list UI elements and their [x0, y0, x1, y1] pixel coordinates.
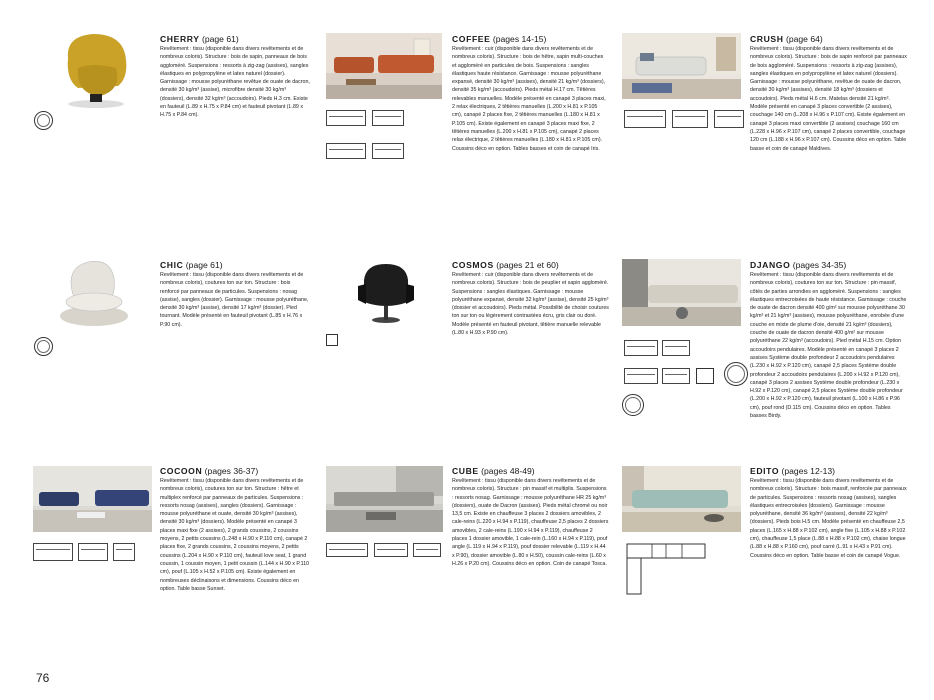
crush-photo — [622, 33, 741, 99]
armchair-diagram — [326, 334, 338, 346]
crush-diagram-1 — [624, 110, 666, 128]
cube-diagram-3 — [413, 543, 441, 557]
django-description: Revêtement : tissu (disponible dans divers revêtements et de nombreux coloris), coutures ton sur ton. Structure : pin massif, côtés de parties arrondies en aggloméré. Suspensions : sangles élastiques entrecroisées de haute résistance. Garnissage : couche de ouate de dacron densité 400 g/m² sur mousse polyuréthane 30 kg/m³ et 21 kg/m³ (assises), mousse polyuréthane, enrobée d'une couche en mixte de plume d'oie, densité 21 kg/m³ (dossiers), couche de ouate de dacron densité 400 g/m² sur mousse polyuréthane 22 kg/m³ (accoudoirs). Pied métal H.15 cm. Option accoudoirs pendulaires. Modèle présenté en canapé 3 places 2 assises Système double profondeur 2 accoudoirs pendulaires (L.230 x H.92 x P.120 cm), canapé 2,5 places Système double profondeur 2 accoudoirs pendulaires (L.200 x H.92 x P.120 cm), canapé 3 places 2 assises Système double profondeur (L.230 x H.92 x P.120 cm), canapé 2,5 places Système double profondeur (L.200 x H.92 x P.120 cm), fauteuil pivotant (L.100 x H.86 x P.96 cm), pouf rond (D.115 cm). Coussins déco en option. Tables basses Birdy. — [750, 272, 907, 420]
edito-title: EDITO (pages 12-13) — [750, 466, 836, 476]
round-pouf-icon — [724, 362, 748, 386]
coffee-diagram-1 — [326, 110, 366, 126]
coffee-diagram-3 — [326, 143, 366, 159]
cosmos-description: Revêtement : cuir (disponible dans divers revêtements et de nombreux coloris). Structure : bois de peuplier et sapin aggloméré. Suspensions : sangles élastiques. Garnissage : mousse polyuréthane expansé, densité 32 kg/m³ (assise), densité 25 kg/m³ (dossier et accoudoirs). Pieds métal. Possibilité de choisir coutures ton sur ton ou légèrement contrastées écru, gris clair ou doré. Modèle présenté en fauteuil pivotant, têtière manuelle relevable (L.80 x H.93 x P.90 cm). — [452, 272, 609, 337]
crush-diagram-3 — [714, 110, 744, 128]
cocoon-diagram-1 — [33, 543, 73, 561]
cube-title: CUBE (pages 48-49) — [452, 466, 535, 476]
cocoon-diagram-2 — [78, 543, 108, 561]
coffee-photo — [326, 33, 442, 99]
cube-diagram-1 — [326, 543, 368, 557]
cube-photo — [326, 466, 443, 532]
crush-description: Revêtement : tissu (disponible dans divers revêtements et de nombreux coloris). Structure : bois de sapin renforcé par panneaux de bois aggloméré. Suspensions : ressorts à zig-zag (assises), sangles élastiques en polypropylène et latex naturel (dossiers). Garnissage : mousse polyuréthane, revêtue de ouate de dacron, densité 30 kg/m³ (assises), densité 18 kg/m³ (dossiers et accoudoirs). Pieds métal H.6 cm. Matelas densité 21 kg/m³. Modèle présenté en canapé 3 places convertible (2 assises), couchage 140 cm (L.208 x H.96 x P.107 cm). Existe également en canapé 3 places maxi convertible (2 assises) couchage 160 cm (L.228 x H.96 x P.107 cm), canapé 2 places convertible, couchage 120 cm (L.188 x H.96 x P.107 cm). Coussins déco en option. Table basse et coin de canapé Maldives. — [750, 46, 907, 152]
swivel-icon — [34, 111, 53, 130]
cocoon-description: Revêtement : tissu (disponible dans divers revêtements et de nombreux coloris), coutures ton sur ton. Structure : hêtre et multiplex renforcé par panneaux de particules. Suspensions : ressorts nosag (assises), sangles (dossiers). Garnissage : mousse polyuréthane et ouate, densité 30 kg/m³ (assises), densité 30 kg/m³ (dossiers). Modèle présenté en canapé 3 places maxi fixe (2 assises), 2 grands coussins, 2 coussins moyens, 2 petits coussins (L.248 x H.90 x P.110 cm), canapé 2 places fixe, 2 grands coussins, 2 coussins moyens, 2 petits coussins (L.204 x H.90 x P.110 cm), fauteuil love seat, 1 grand coussin, 1 coussin moyen, 1 petit coussin (L.144 x H.90 x P.110 cm), pouf (L.105 x H.52 x P.105 cm). Existe également en nombreuses déclinaisons et dimensions. Coussins déco en option. Table basse Sunset. — [160, 478, 310, 592]
edito-corner-diagram — [626, 543, 706, 595]
django-diagram-4 — [662, 368, 690, 384]
armchair-diagram — [696, 368, 714, 384]
cocoon-diagram-3 — [113, 543, 135, 561]
chic-title: CHIC (page 61) — [160, 260, 223, 270]
chic-photo — [52, 258, 136, 330]
coffee-title: COFFEE (pages 14-15) — [452, 34, 547, 44]
django-photo — [622, 259, 741, 326]
cocoon-photo — [33, 466, 152, 532]
cube-diagram-2 — [374, 543, 408, 557]
coffee-diagram-4 — [372, 143, 404, 159]
cosmos-title: COSMOS (pages 21 et 60) — [452, 260, 559, 270]
crush-diagram-2 — [672, 110, 708, 128]
django-diagram-1 — [624, 340, 658, 356]
cherry-description: Revêtement : tissu (disponible dans divers revêtements et de nombreux coloris). Structure : bois de sapin, panneaux de bois aggloméré. Suspensions : ressorts à zig-zag (assises), sangles élastiques en polypropylène et latex naturel (dossier). Garnissage : mousse polyuréthane revêtue de ouate de dacron, densité 30 kg/m³ (assise), microfibre densité 30 kg/m³ (dossiers), densité 32 kg/m³ (accoudoirs). Pieds H.3 cm. Existe en fauteuil (L.89 x H.75 x P.84 cm) et fauteuil pivotant (L.89 x H.75 x P.84 cm). — [160, 46, 310, 119]
edito-description: Revêtement : tissu (disponible dans divers revêtements et de nombreux coloris). Structure : bois massif, renforcée par panneaux de particules. Suspensions : ressorts nosag (assises), sangles élastiques entrecroisées (dossiers). Garnissage : mousse polyuréthane, densité 36 kg/m³ (assises), densité 22 kg/m³ (dossiers). Pieds bois H.5 cm. Modèle présenté en chauffeuse 2,5 places (L.165 x H.88 x P.102 cm), angle fixe (L.105 x H.88 x P.102 cm), chauffeuse 1,5 place (L.88 x H.88 x P.102 cm), chaise longue (L.88 x H.88 x P.160 cm), pouf carré (L.91 x H.43 x P.91 cm). Coussins déco en option. Table basse et coin de canapé Vogue. — [750, 478, 907, 559]
django-diagram-2 — [662, 340, 690, 356]
django-diagram-3 — [624, 368, 658, 384]
cube-description: Revêtement : tissu (disponible dans divers revêtements et de nombreux coloris). Structure : pin massif et multiplis. Suspensions : ressorts nosag. Garnissage : mousse polyuréthane HR 25 kg/m³ (dossiers), ouate de Dacron (assises). Pieds métal chromé ou noir 13,5 cm. Existe en chauffeuse 3 places 2 dossiers amovibles, 2 cale-reins (L.220 x H.94 x P.119), chauffeuse 2,5 places 2 dossiers amovibles, 2 cale-reins (L.190 x H.94 x P.119), chauffeuse 2 places 1 dossier amovible, 1 cale-rein (L.160 x H.94 x P.119), pouf angle (L.119 x H.94 x P.119), pouf dossier relevable (L.119 x H.44 x P.90), dossier amovible (L.80 x H.50), coussin cale-reins (L.60 x H.26 x P.20 cm). Coussins déco en option. Coin de canapé Tosca. — [452, 478, 609, 567]
page-number: 76 — [36, 671, 50, 685]
cherry-photo — [38, 28, 153, 110]
crush-title: CRUSH (page 64) — [750, 34, 823, 44]
cocoon-title: COCOON (pages 36-37) — [160, 466, 259, 476]
cherry-title: CHERRY (page 61) — [160, 34, 239, 44]
django-title: DJANGO (pages 34-35) — [750, 260, 847, 270]
swivel-icon — [34, 337, 53, 356]
edito-photo — [622, 466, 741, 532]
coffee-description: Revêtement : cuir (disponible dans divers revêtements et de nombreux coloris). Structure : bois de hêtre, sapin multi-couches et aggloméré en particules de bois. Suspensions : sangles élastiques haute résistance. Garnissage : mousse polyuréthane expansé, densité 30 kg/m³ (assises), densité 21 kg/m³ (dossiers), densité 35 kg/m³ (accoudoirs). Pieds métal H.17 cm. Têtières relevables manuelles. Modèle présenté en canapé 3 places maxi, 2 relax électriques, 2 têtières manuelles (L.200 x H.81 x P.105 cm), canapé 2 places fixe, 2 têtières manuelles (L.180 x H.81 x P.105 cm). Existe également en canapé 3 places maxi fixe, 2 têtières manuelles (L.200 x H.81 x P.105 cm), canapé 2 places relax électrique, 2 têtières manuelles (L.180 x H.81 x P.105 cm). Coussins déco en option. Tables basses et coin de canapé Iris. — [452, 46, 606, 152]
swivel-icon — [622, 394, 644, 416]
chic-description: Revêtement : tissu (disponible dans divers revêtements et de nombreux coloris), coutures ton sur ton. Structure : bois renforcé par panneaux de particules. Suspensions : nosag (assise), sangles (dossier). Garnissage : mousse polyuréthane, densité 30 kg/m³ (assise), densité 17 kg/m³ (dossier). Pied tournant. Modèle présenté en fauteuil pivotant (L.85 x H.76 x P.90 cm). — [160, 272, 309, 328]
coffee-diagram-2 — [372, 110, 404, 126]
cosmos-photo — [352, 260, 420, 326]
